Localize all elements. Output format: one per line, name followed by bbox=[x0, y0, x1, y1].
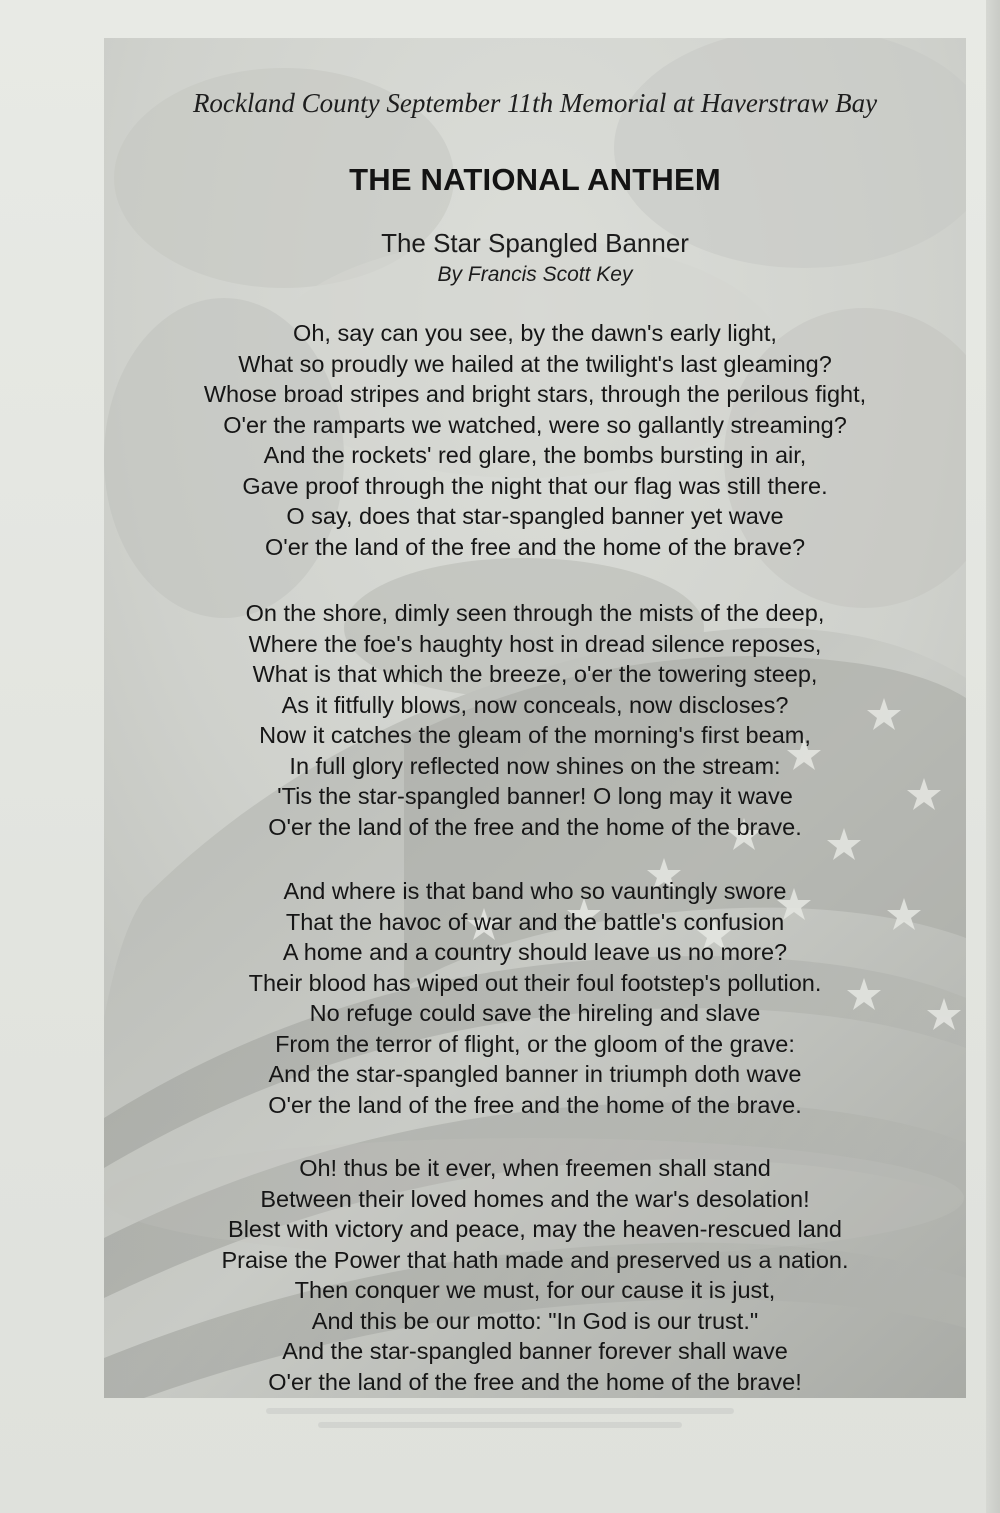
verse-line: O'er the land of the free and the home of the brave. bbox=[268, 813, 802, 840]
verse-line: Their blood has wiped out their foul footstep's pollution. bbox=[248, 969, 822, 996]
verse-4 bbox=[104, 1153, 966, 1397]
verse-line: Whose broad stripes and bright stars, through the perilous fight, bbox=[203, 381, 867, 407]
verse-line: That the havoc of war and the battle's confusion bbox=[285, 908, 785, 935]
verse-line: And the rockets' red glare, the bombs bursting in air, bbox=[263, 442, 807, 468]
verse-line: From the terror of flight, or the gloom of the grave: bbox=[275, 1030, 795, 1057]
verse-line: Now it catches the gleam of the morning's first beam, bbox=[259, 722, 811, 748]
song-title: The Star Spangled Banner bbox=[381, 228, 689, 258]
verse-2 bbox=[104, 598, 966, 842]
verse-line: No refuge could save the hireling and slave bbox=[309, 1000, 761, 1026]
verse-line: And where is that band who so vauntingly swore bbox=[283, 878, 787, 904]
bleed-through-text bbox=[240, 1400, 760, 1460]
page-edge bbox=[986, 0, 1000, 1513]
song-author: By Francis Scott Key bbox=[437, 263, 633, 286]
verse-line: Then conquer we must, for our cause it is just, bbox=[294, 1277, 776, 1303]
verse-3 bbox=[104, 876, 966, 1120]
verse-line: And the star-spangled banner in triumph doth wave bbox=[268, 1061, 802, 1087]
verse-line: A home and a country should leave us no more? bbox=[282, 939, 788, 965]
verse-line: O'er the land of the free and the home of the brave? bbox=[264, 533, 806, 560]
verse-line: As it fitfully blows, now conceals, now discloses? bbox=[281, 691, 789, 718]
verse-line: On the shore, dimly seen through the mists of the deep, bbox=[245, 600, 825, 626]
verse-line: What is that which the breeze, o'er the towering steep, bbox=[252, 661, 818, 687]
verse-line: Praise the Power that hath made and preserved us a nation. bbox=[221, 1246, 849, 1273]
verse-line: Between their loved homes and the war's desolation! bbox=[260, 1185, 810, 1212]
verse-line: O'er the land of the free and the home of the brave! bbox=[268, 1368, 802, 1395]
verse-line: Gave proof through the night that our flag was still there. bbox=[242, 472, 828, 499]
verse-line: Where the foe's haughty host in dread silence reposes, bbox=[248, 630, 822, 657]
verse-line: In full glory reflected now shines on the stream: bbox=[289, 752, 781, 779]
verse-line: Oh! thus be it ever, when freemen shall stand bbox=[299, 1155, 771, 1181]
verse-line: O'er the ramparts we watched, were so gallantly streaming? bbox=[223, 411, 847, 438]
verse-line: And the star-spangled banner forever shall wave bbox=[282, 1338, 788, 1364]
verse-line: 'Tis the star-spangled banner! O long may it wave bbox=[277, 783, 793, 809]
verse-line: O'er the land of the free and the home of the brave. bbox=[268, 1091, 802, 1118]
memorial-header: Rockland County September 11th Memorial at Haverstraw Bay bbox=[192, 88, 878, 118]
verse-line: And this be our motto: "In God is our trust." bbox=[311, 1307, 759, 1334]
verse-line: Oh, say can you see, by the dawn's early light, bbox=[293, 320, 777, 346]
verse-line: What so proudly we hailed at the twilight's last gleaming? bbox=[238, 350, 832, 377]
verse-1 bbox=[104, 318, 966, 562]
page-title: THE NATIONAL ANTHEM bbox=[349, 162, 721, 197]
verse-line: Blest with victory and peace, may the heaven-rescued land bbox=[228, 1216, 842, 1242]
verse-line: O say, does that star-spangled banner yet wave bbox=[286, 503, 784, 529]
